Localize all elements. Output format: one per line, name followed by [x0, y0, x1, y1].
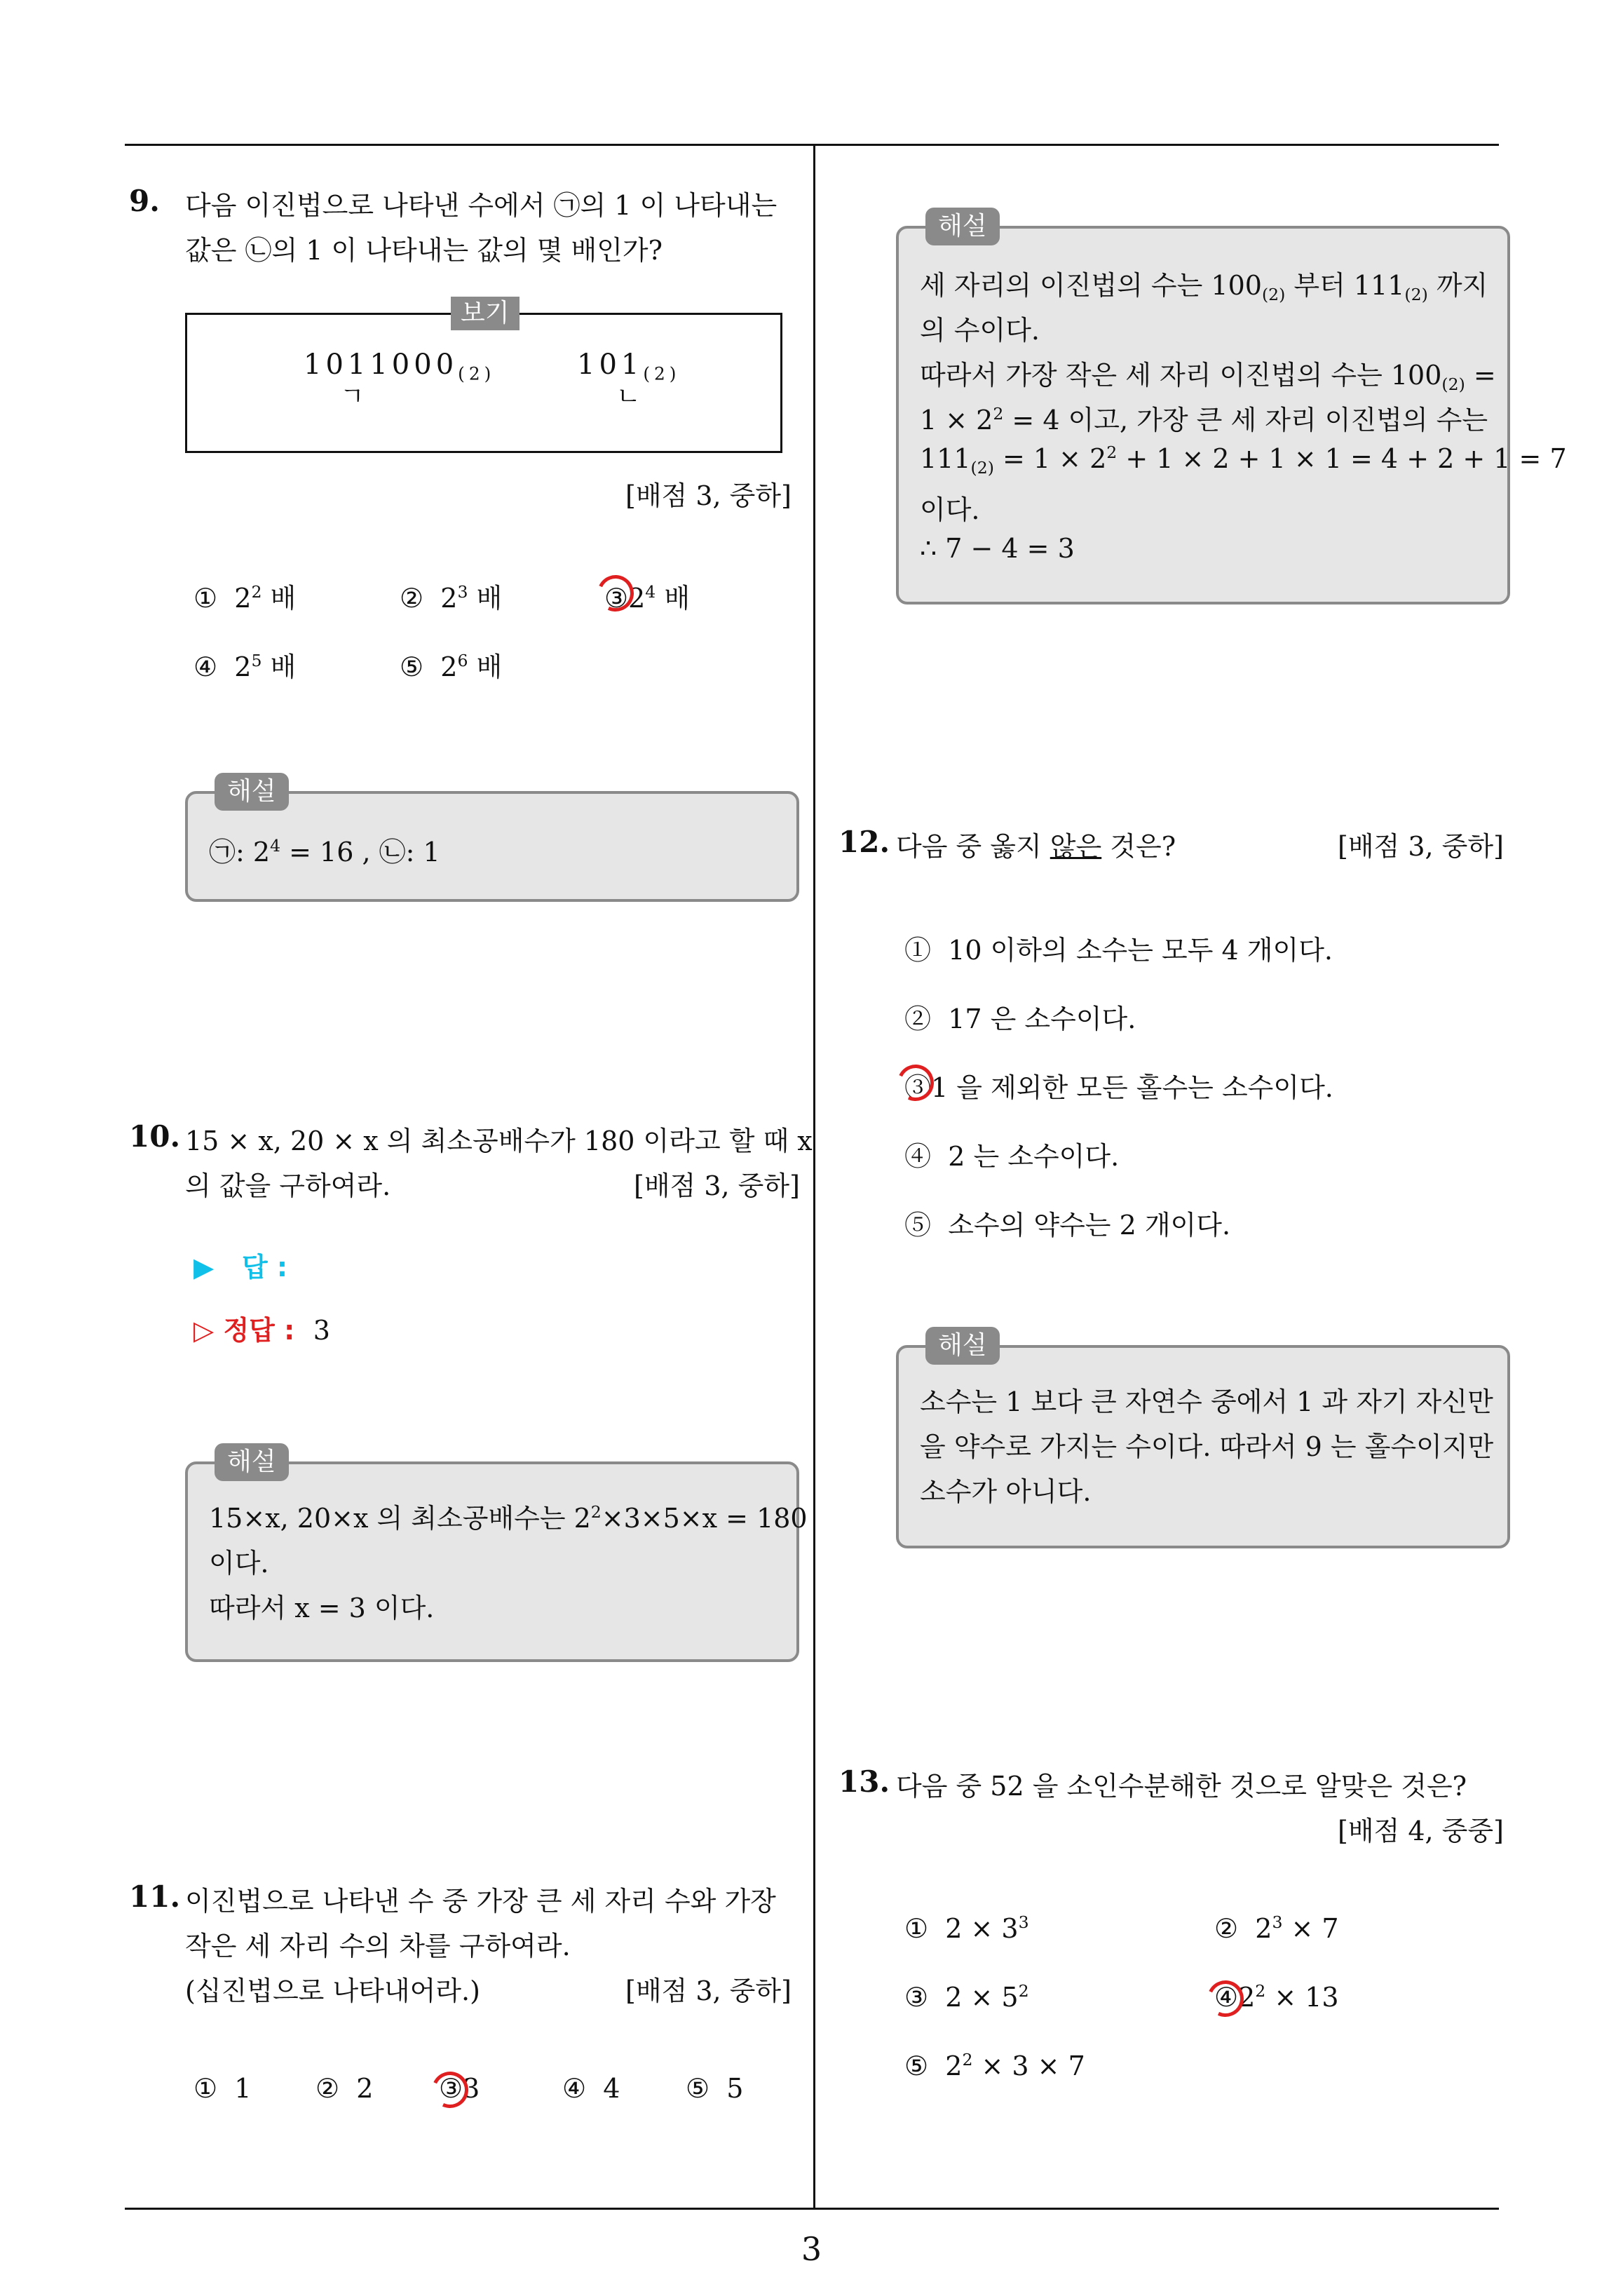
choice-4[interactable]: ④ 4	[562, 2073, 620, 2104]
explanation-line: 을 약수로 가지는 수이다. 따라서 9 는 홀수이지만	[920, 1431, 1494, 1462]
explanation-line: 소수가 아니다.	[920, 1476, 1092, 1507]
explanation-tab: 해설	[215, 1443, 289, 1481]
explanation-tab: 해설	[925, 208, 1000, 245]
question-number: 9.	[129, 184, 160, 218]
question-text-line: 다음 이진법으로 나타낸 수에서 ㉠의 1 이 나타내는	[185, 190, 777, 221]
binary-number-1: $1011000_{(2)}$	[304, 349, 496, 384]
explanation-box	[185, 777, 799, 902]
answer-arrow-icon: ▶	[193, 1252, 215, 1283]
correct-arrow-icon: ▷	[193, 1315, 215, 1346]
choice-2[interactable]: ② 2	[315, 2073, 374, 2104]
choice-1[interactable]: ① 10 이하의 소수는 모두 4 개이다.	[904, 935, 1333, 966]
choice-1[interactable]: ① $2^2$ 배	[193, 581, 297, 614]
page-number: 3	[801, 2230, 822, 2268]
choice-3[interactable]: ③3	[439, 2073, 480, 2104]
choice-2[interactable]: ② 17 은 소수이다.	[904, 1004, 1136, 1034]
explanation-line: 이다.	[209, 1548, 269, 1579]
answer-row: ▶ 답 :	[193, 1252, 288, 1283]
score-label: [배점 4, 중중]	[1338, 1816, 1504, 1846]
top-rule	[125, 144, 1499, 146]
explanation-box	[896, 1331, 1510, 1548]
choice-5[interactable]: ⑤ 5	[686, 2073, 744, 2104]
choice-5[interactable]: ⑤ $2^6$ 배	[400, 650, 503, 682]
choice-2[interactable]: ② $2^3$ 배	[400, 581, 503, 614]
score-label: [배점 3, 중하]	[634, 1170, 800, 1201]
choice-3[interactable]: ③1 을 제외한 모든 홀수는 소수이다.	[904, 1072, 1333, 1103]
binary-number-2: $101_{(2)}$	[577, 349, 681, 384]
explanation-line: 따라서 x = 3 이다.	[209, 1593, 435, 1623]
choice-5[interactable]: ⑤ 소수의 약수는 2 개이다.	[904, 1210, 1231, 1241]
explanation-line: 15×x, 20×x 의 최소공배수는 $2^2\times 3\times 5\times x = 180$	[209, 1501, 808, 1534]
question-text-line: 다음 중 52 을 소인수분해한 것으로 알맞은 것은?	[896, 1771, 1467, 1802]
bottom-rule	[125, 2208, 1499, 2210]
column-divider	[813, 144, 815, 2208]
correct-answer-row: ▷ 정답 : 3	[193, 1315, 330, 1346]
question-number: 11.	[129, 1879, 181, 1914]
question-text-line: 다음 중 옳지 않은 것은?	[896, 831, 1176, 862]
score-label: [배점 3, 중하]	[625, 480, 792, 511]
explanation-box	[896, 212, 1567, 605]
question-number: 12.	[838, 825, 890, 859]
label-giyeok: ㄱ	[340, 382, 365, 411]
choice-4[interactable]: $④2^2 \times 13$	[1214, 1980, 1339, 2013]
explanation-line: $1 \times 2^2 = 4$ 이고, 가장 큰 세 자리 이진법의 수는	[920, 403, 1488, 435]
explanation-line: 소수는 1 보다 큰 자연수 중에서 1 과 자기 자신만	[920, 1386, 1493, 1417]
question-text-line: 값은 ㉡의 1 이 나타내는 값의 몇 배인가?	[185, 235, 663, 266]
label-nieun: ㄴ	[616, 382, 641, 411]
explanation-tab: 해설	[215, 773, 289, 811]
question-number: 13.	[838, 1764, 890, 1799]
explanation-line: 세 자리의 이진법의 수는 $100_{(2)}$ 부터 $111_{(2)}$ 까지	[920, 270, 1488, 305]
choice-2[interactable]: ② $2^3 \times 7$	[1214, 1912, 1339, 1944]
question-text-line: (십진법으로 나타내어라.)	[185, 1976, 480, 2006]
explanation-line: 따라서 가장 작은 세 자리 이진법의 수는 $100_{(2)}$ =	[920, 360, 1496, 395]
example-box	[185, 299, 782, 453]
choice-1[interactable]: ① 1	[193, 2073, 252, 2104]
question-text-line: 의 값을 구하여라.	[185, 1170, 391, 1201]
explanation-line: 의 수이다.	[920, 315, 1040, 346]
score-label: [배점 3, 중하]	[625, 1976, 792, 2006]
choice-5[interactable]: ⑤ $2^2 \times 3 \times 7$	[904, 2049, 1085, 2081]
choice-1[interactable]: ① $2 \times 3^3$	[904, 1912, 1029, 1944]
choice-4[interactable]: ④ $2^5$ 배	[193, 650, 297, 682]
choice-3[interactable]: ③ $2 \times 5^2$	[904, 1980, 1029, 2013]
question-text-line: 이진법으로 나타낸 수 중 가장 큰 세 자리 수와 가장	[185, 1886, 776, 1917]
explanation-line: ㉠: $2^4 = 16$ , ㉡: 1	[209, 835, 440, 867]
question-number: 10.	[129, 1119, 181, 1154]
explanation-tab: 해설	[925, 1327, 1000, 1365]
example-box-tab: 보기	[451, 297, 520, 330]
explanation-line: 이다.	[920, 494, 980, 525]
score-label: [배점 3, 중하]	[1338, 831, 1504, 862]
question-text-line: 15 × x, 20 × x 의 최소공배수가 180 이라고 할 때 x	[185, 1126, 813, 1156]
question-text-line: 작은 세 자리 수의 차를 구하여라.	[185, 1931, 571, 1961]
explanation-line: $111_{(2)} = 1 \times 2^2 + 1 \times 2 + 1 \times 1 = 4 + 2 + 1 = 7$	[920, 442, 1567, 478]
choice-4[interactable]: ④ 2 는 소수이다.	[904, 1141, 1120, 1172]
explanation-line: ∴ 7 − 4 = 3	[920, 533, 1075, 564]
choice-3[interactable]: $③2^4$ 배	[604, 581, 691, 614]
explanation-box	[185, 1447, 808, 1662]
